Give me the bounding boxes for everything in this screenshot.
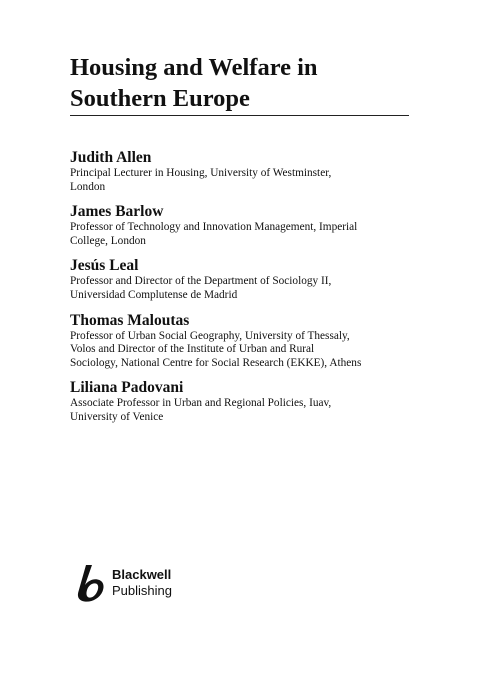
- affiliation-line: Principal Lecturer in Housing, University of Westminster,: [70, 167, 332, 179]
- affiliation-line: College, London: [70, 234, 146, 247]
- affiliation-line: Professor of Urban Social Geography, University of Thessaly,: [70, 329, 350, 342]
- author-entry: [70, 148, 415, 194]
- author-affiliation: [70, 397, 415, 424]
- publisher-name-line-1: Blackwell: [112, 567, 172, 582]
- book-title-line-1: Housing and Welfare in: [70, 54, 318, 81]
- author-affiliation: [70, 221, 415, 248]
- author-entry: [70, 378, 415, 424]
- blackwell-b-logo-icon: [70, 563, 110, 603]
- affiliation-line: Associate Professor in Urban and Regional Policies, Iuav,: [70, 397, 332, 410]
- author-affiliation: [70, 275, 415, 302]
- author-name: James Barlow: [70, 203, 164, 221]
- author-list: [70, 148, 415, 433]
- author-name: Liliana Padovani: [70, 379, 184, 397]
- affiliation-line: Sociology, National Centre for Social Research (EKKE), Athens: [70, 356, 362, 369]
- publisher-logo: [70, 563, 230, 603]
- affiliation-line: London: [70, 180, 106, 193]
- author-entry: [70, 202, 415, 248]
- author-affiliation: [70, 330, 415, 371]
- author-name: Thomas Maloutas: [70, 311, 190, 329]
- affiliation-line: Professor and Director of the Department of Sociology II,: [70, 275, 332, 288]
- author-entry: [70, 256, 415, 302]
- affiliation-line: Volos and Director of the Institute of Urban and Rural: [70, 343, 315, 356]
- author-name: Jesús Leal: [70, 257, 139, 275]
- author-entry: [70, 311, 415, 371]
- book-title-line-2: Southern Europe: [70, 85, 250, 112]
- affiliation-line: Universidad Complutense de Madrid: [70, 288, 238, 301]
- author-name: Judith Allen: [70, 149, 152, 166]
- affiliation-line: University of Venice: [70, 410, 164, 423]
- title-divider: [70, 115, 409, 116]
- author-affiliation: [70, 167, 415, 194]
- publisher-name-line-2: Publishing: [112, 583, 172, 598]
- book-title: [70, 52, 410, 114]
- affiliation-line: Professor of Technology and Innovation Management, Imperial: [70, 221, 358, 234]
